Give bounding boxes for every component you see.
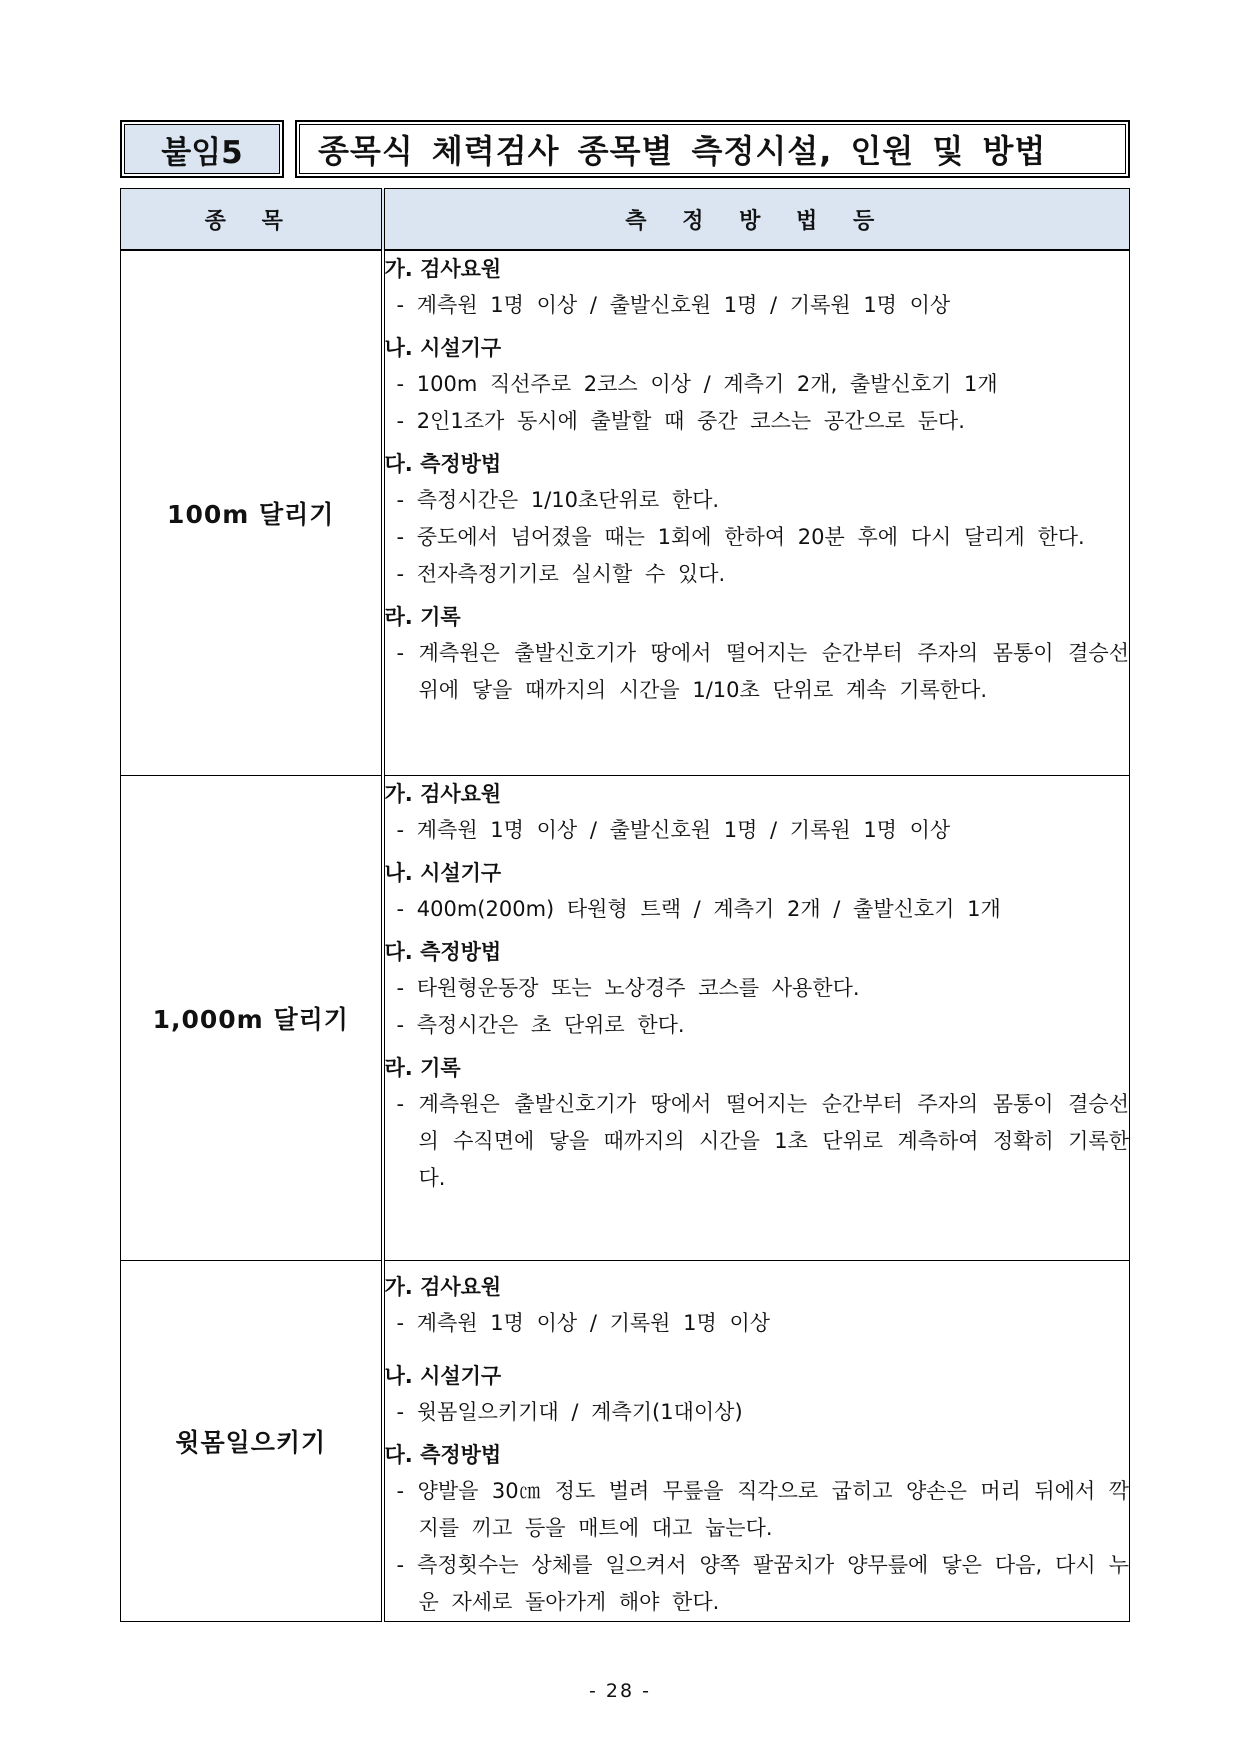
attachment-tag xyxy=(120,120,284,178)
section-item: - 측정시간은 초 단위로 한다. xyxy=(396,1012,685,1037)
event-name: 1,000m 달리기 xyxy=(121,775,383,1260)
section xyxy=(385,1050,1130,1197)
section-title: 다. 측정방법 xyxy=(384,452,502,476)
page-number: - 28 - xyxy=(589,1680,651,1702)
method-cell xyxy=(383,775,1130,1260)
table-header-row xyxy=(121,189,1130,251)
section-item: - 계측원은 출발신호기가 땅에서 떨어지는 순간부터 주자의 몸통이 결승선의 수직면에 닿을 때까지의 시간을 1초 단위로 계측하여 정확히 기록한다. xyxy=(396,1091,1129,1190)
event-name: 100m 달리기 xyxy=(121,250,383,775)
table-row xyxy=(121,1260,1130,1621)
section-item: - 측정시간은 1/10초단위로 한다. xyxy=(396,488,720,512)
title-row xyxy=(120,120,1130,180)
section xyxy=(385,1358,1130,1431)
section xyxy=(385,251,1130,324)
section-title: 가. 검사요원 xyxy=(384,257,502,281)
section-item: - 양발을 30㎝ 정도 벌려 무릎을 직각으로 굽히고 양손은 머리 뒤에서 깍지를 끼고 등을 매트에 대고 눕는다. xyxy=(396,1478,1129,1540)
section-title: 나. 시설기구 xyxy=(384,336,502,360)
section xyxy=(385,1437,1130,1621)
section xyxy=(385,934,1130,1044)
header-event: 종 목 xyxy=(121,189,383,251)
section-item: - 2인1조가 동시에 출발할 때 중간 코스는 공간으로 둔다. xyxy=(396,409,965,433)
header-method: 측 정 방 법 등 xyxy=(383,189,1130,251)
section-item: - 계측원 1명 이상 / 기록원 1명 이상 xyxy=(396,1310,771,1335)
section xyxy=(385,1269,1130,1342)
section-item: - 윗몸일으키기대 / 계측기(1대이상) xyxy=(396,1399,743,1424)
section-item: - 계측원 1명 이상 / 출발신호원 1명 / 기록원 1명 이상 xyxy=(396,293,951,317)
attachment-tag-label: 붙임5 xyxy=(124,124,280,174)
section-title: 다. 측정방법 xyxy=(384,939,502,964)
method-cell xyxy=(383,1260,1130,1621)
measurement-table xyxy=(120,188,1130,1622)
table-row xyxy=(121,775,1130,1260)
section-title: 라. 기록 xyxy=(384,605,461,629)
section-title: 나. 시설기구 xyxy=(384,860,502,885)
section-item: - 100m 직선주로 2코스 이상 / 계측기 2개, 출발신호기 1개 xyxy=(396,372,998,396)
section xyxy=(385,776,1130,849)
table-row xyxy=(121,250,1130,775)
section-item: - 타원형운동장 또는 노상경주 코스를 사용한다. xyxy=(396,975,860,1000)
section-title: 가. 검사요원 xyxy=(384,781,502,806)
section-title: 다. 측정방법 xyxy=(384,1442,502,1467)
section-item: - 중도에서 넘어졌을 때는 1회에 한하여 20분 후에 다시 달리게 한다. xyxy=(396,525,1085,549)
page-title: 종목식 체력검사 종목별 측정시설, 인원 및 방법 xyxy=(299,124,1126,174)
section xyxy=(385,855,1130,928)
section-item: - 400m(200m) 타원형 트랙 / 계측기 2개 / 출발신호기 1개 xyxy=(396,896,1001,921)
section xyxy=(385,446,1130,593)
section-item: - 계측원 1명 이상 / 출발신호원 1명 / 기록원 1명 이상 xyxy=(396,817,951,842)
page-title-box xyxy=(295,120,1130,178)
section xyxy=(385,599,1130,709)
section-item: - 측정횟수는 상체를 일으켜서 양쪽 팔꿈치가 양무릎에 닿은 다음, 다시 누운 자세로 돌아가게 해야 한다. xyxy=(396,1552,1129,1614)
section xyxy=(385,330,1130,440)
section-title: 가. 검사요원 xyxy=(384,1274,502,1299)
section-title: 라. 기록 xyxy=(384,1055,461,1080)
section-title: 나. 시설기구 xyxy=(384,1363,502,1388)
section-item: - 전자측정기기로 실시할 수 있다. xyxy=(396,562,726,586)
section-item: - 계측원은 출발신호기가 땅에서 떨어지는 순간부터 주자의 몸통이 결승선 위에 닿을 때까지의 시간을 1/10초 단위로 계속 기록한다. xyxy=(396,641,1129,702)
event-name: 윗몸일으키기 xyxy=(121,1260,383,1621)
method-cell xyxy=(383,250,1130,775)
